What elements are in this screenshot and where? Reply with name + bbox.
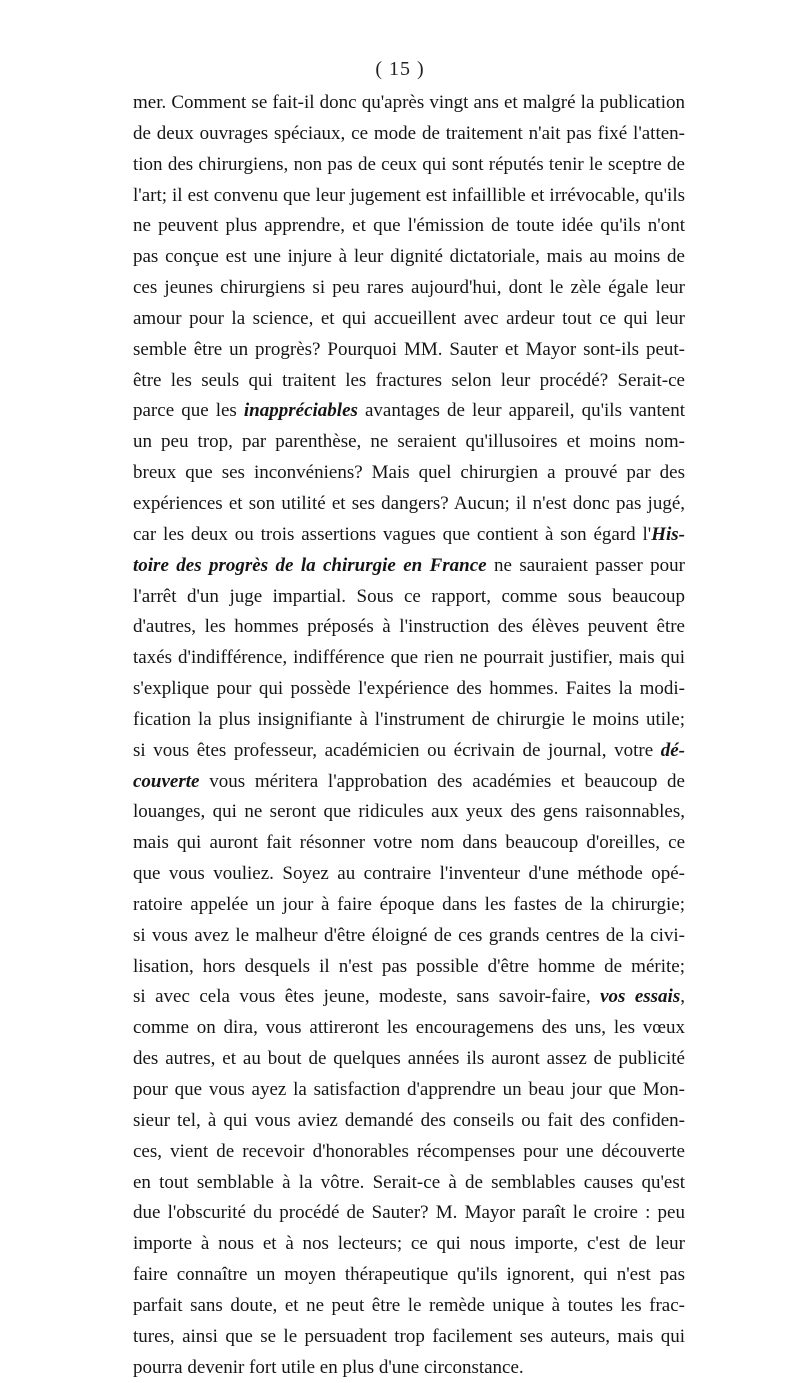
text-segment: être les seuls qui traitent les fractures selon leur procédé? Serait-ce (133, 369, 685, 391)
text-segment: l'arrêt d'un juge impartial. Sous ce rapport, comme sous beaucoup (133, 585, 685, 607)
text-line (133, 119, 685, 150)
text-segment: des autres, et au bout de quelques années ils auront assez de publicité (133, 1048, 685, 1070)
text-line (133, 1291, 685, 1322)
text-segment: louanges, qui ne seront que ridicules aux yeux des gens raisonnables, (133, 801, 685, 823)
text-segment: ne peuvent plus apprendre, et que l'émission de toute idée qu'ils n'ont (133, 215, 685, 237)
text-segment: de deux ouvrages spéciaux, ce mode de traitement n'ait pas fixé l'atten- (133, 122, 685, 144)
text-segment: sieur tel, à qui vous aviez demandé des conseils ou fait des confiden- (133, 1109, 685, 1131)
text-line (133, 304, 685, 335)
text-segment: pour que vous ayez la satisfaction d'apprendre un beau jour que Mon- (133, 1079, 685, 1100)
text-segment: importe à nous et à nos lecteurs; ce qui nous importe, c'est de leur (133, 1233, 685, 1255)
text-line (133, 828, 685, 859)
text-segment: l'art; il est convenu que leur jugement est infaillible et irrévocable, qu'ils (133, 184, 685, 206)
text-line (133, 242, 685, 273)
text-segment: parce que les (133, 400, 244, 422)
text-segment: expériences et son utilité et ses dangers? Aucun; il n'est donc pas jugé, (133, 492, 685, 514)
italic-text-segment: dé- (660, 739, 685, 761)
italic-text-segment: inappréciables (243, 400, 358, 422)
text-segment: parfait sans doute, et ne peut être le remède unique à toutes les frac- (133, 1294, 685, 1316)
text-line (133, 643, 685, 674)
text-line (133, 767, 685, 798)
text-segment: car les deux ou trois assertions vagues que contient à son égard l' (133, 523, 652, 545)
text-segment: pas conçue est une injure à leur dignité dictatoriale, mais au moins de (133, 246, 685, 268)
text-segment: si avec cela vous êtes jeune, modeste, sans savoir-faire, (133, 986, 601, 1008)
text-line (133, 1322, 685, 1353)
text-segment: si vous avez le malheur d'être éloigné de ces grands centres de la civi- (133, 924, 685, 946)
text-line (133, 150, 685, 181)
text-segment: lisation, hors desquels il n'est pas possible d'être homme de mérite; (133, 955, 685, 977)
text-line (133, 921, 685, 952)
text-line (133, 181, 685, 212)
text-line (133, 1044, 685, 1075)
text-segment: pourra devenir fort utile en plus d'une circonstance. (133, 1356, 524, 1378)
text-segment: tion des chirurgiens, non pas de ceux qui sont réputés tenir le sceptre de (133, 153, 685, 175)
text-line (133, 366, 685, 397)
text-line (133, 1353, 685, 1383)
text-segment: due l'obscurité du procédé de Sauter? M. Mayor paraît le croire : peu (133, 1202, 685, 1224)
text-segment: que vous vouliez. Soyez au contraire l'inventeur d'une méthode opé- (133, 863, 685, 885)
text-line (133, 1137, 685, 1168)
text-line (133, 335, 685, 366)
text-segment: taxés d'indifférence, indifférence que rien ne pourrait justifier, mais qui (133, 647, 685, 669)
page-number: ( 15 ) (375, 58, 425, 80)
text-line (133, 797, 685, 828)
text-line (133, 1168, 685, 1199)
italic-text-segment: His- (651, 523, 685, 545)
text-line (133, 1013, 685, 1044)
text-segment: ratoire appelée un jour à faire époque dans les fastes de la chirurgie; (133, 893, 685, 915)
text-line (133, 520, 685, 551)
text-line (133, 427, 685, 458)
text-segment: d'autres, les hommes préposés à l'instruction des élèves peuvent être (133, 616, 685, 638)
italic-text-segment: couverte (133, 770, 200, 792)
text-segment: avantages de leur appareil, qu'ils vantent (357, 400, 685, 422)
text-line (133, 859, 685, 890)
text-line (133, 982, 685, 1013)
text-segment: ces jeunes chirurgiens si peu rares aujourd'hui, dont le zèle égale leur (133, 277, 685, 299)
text-line (133, 551, 685, 582)
text-segment: mer. Comment se fait-il donc qu'après vingt ans et malgré la publication (133, 92, 685, 113)
italic-text-segment: vos essais (600, 986, 681, 1008)
text-line (133, 952, 685, 983)
body-text (133, 88, 685, 1383)
text-line (133, 211, 685, 242)
text-line (133, 458, 685, 489)
text-line (133, 1075, 685, 1106)
text-line (133, 1198, 685, 1229)
text-segment: comme on dira, vous attireront les encouragemens des uns, les vœux (133, 1017, 685, 1039)
text-line (133, 582, 685, 613)
text-line (133, 612, 685, 643)
text-line (133, 1229, 685, 1260)
text-line (133, 88, 685, 119)
text-segment: faire connaître un moyen thérapeutique qu'ils ignorent, qui n'est pas (133, 1264, 685, 1286)
text-segment: mais qui auront fait résonner votre nom dans beaucoup d'oreilles, ce (133, 832, 685, 854)
text-line (133, 705, 685, 736)
text-segment: un peu trop, par parenthèse, ne seraient qu'illusoires et moins nom- (133, 431, 685, 453)
text-line (133, 890, 685, 921)
text-line (133, 396, 685, 427)
text-segment: tures, ainsi que se le persuadent trop facilement ses auteurs, mais qui (133, 1325, 685, 1347)
text-segment: en tout semblable à la vôtre. Serait-ce à de semblables causes qu'est (133, 1171, 685, 1193)
text-segment: amour pour la science, et qui accueillent avec ardeur tout ce qui leur (133, 307, 685, 329)
text-segment: breux que ses inconvéniens? Mais quel chirurgien a prouvé par des (133, 462, 685, 484)
text-line (133, 273, 685, 304)
text-segment: , (680, 986, 685, 1008)
text-line (133, 1260, 685, 1291)
text-segment: s'explique pour qui possède l'expérience des hommes. Faites la modi- (133, 678, 685, 700)
text-segment: fication la plus insignifiante à l'instrument de chirurgie le moins utile; (133, 708, 685, 730)
text-line (133, 489, 685, 520)
text-line (133, 674, 685, 705)
text-segment: semble être un progrès? Pourquoi MM. Sauter et Mayor sont-ils peut- (133, 338, 685, 360)
text-segment: vous méritera l'approbation des académies et beaucoup de (199, 770, 685, 792)
text-segment: si vous êtes professeur, académicien ou écrivain de journal, votre (133, 739, 661, 761)
italic-text-segment: toire des progrès de la chirurgie en France (133, 554, 487, 576)
text-segment: ne sauraient passer pour (486, 554, 685, 576)
text-line (133, 1106, 685, 1137)
text-line (133, 736, 685, 767)
text-segment: ces, vient de recevoir d'honorables récompenses pour une découverte (133, 1140, 685, 1162)
